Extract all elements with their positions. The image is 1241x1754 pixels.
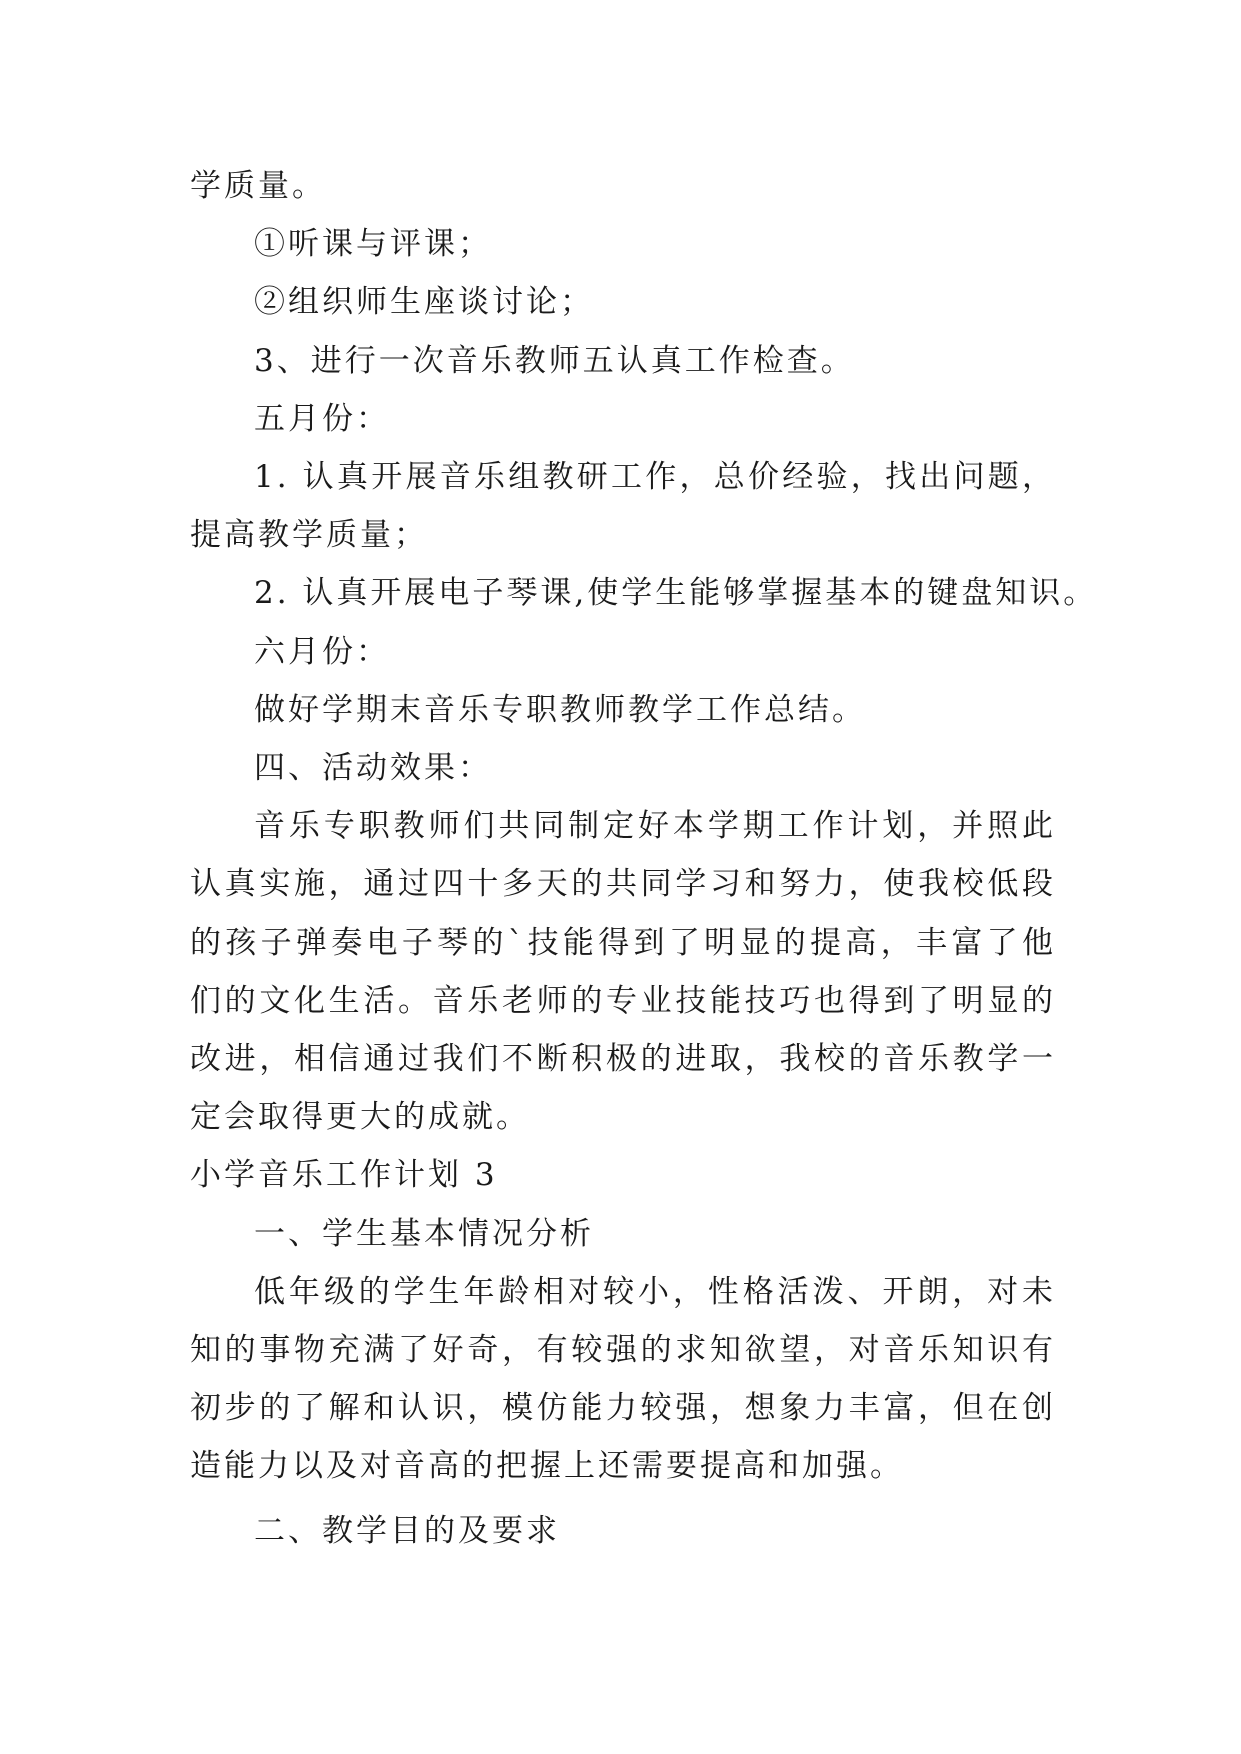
section-heading: 一、学生基本情况分析 bbox=[254, 1215, 594, 1252]
paragraph: 五月份： bbox=[254, 400, 390, 437]
paragraph: 六月份： bbox=[254, 633, 390, 670]
document-title: 小学音乐工作计划 3 bbox=[190, 1157, 498, 1194]
paragraph: 2. 认真开展电子琴课,使学生能够掌握基本的键盘知识。 bbox=[254, 575, 1098, 612]
paragraph: 音乐专职教师们共同制定好本学期工作计划，并照此认真实施，通过四十多天的共同学习和努力，使我校低段的孩子弹奏电子琴的`技能得到了明显的提高，丰富了他们的文化生活。音乐老师的专业技能技巧也得到了明显的改进，相信通过我们不断积极的进取，我校的音乐教学一定会取得更大的成就。 bbox=[190, 808, 1056, 1136]
paragraph: ②组织师生座谈讨论； bbox=[254, 284, 594, 321]
paragraph: 1. 认真开展音乐组教研工作，总价经验，找出问题，提高教学质量； bbox=[190, 459, 1056, 554]
paragraph: 学质量。 bbox=[190, 168, 326, 204]
paragraph: ①听课与评课； bbox=[254, 226, 492, 263]
paragraph: 3、进行一次音乐教师五认真工作检查。 bbox=[254, 342, 855, 379]
section-heading: 二、教学目的及要求 bbox=[254, 1512, 560, 1549]
section-heading: 四、活动效果： bbox=[254, 750, 492, 787]
paragraph: 做好学期末音乐专职教师教学工作总结。 bbox=[254, 691, 866, 728]
document-body bbox=[190, 157, 1098, 1560]
paragraph: 低年级的学生年龄相对较小，性格活泼、开朗，对未知的事物充满了好奇，有较强的求知欲望，对音乐知识有初步的了解和认识，模仿能力较强，想象力丰富，但在创造能力以及对音高的把握上还需要提高和加强。 bbox=[190, 1273, 1056, 1485]
